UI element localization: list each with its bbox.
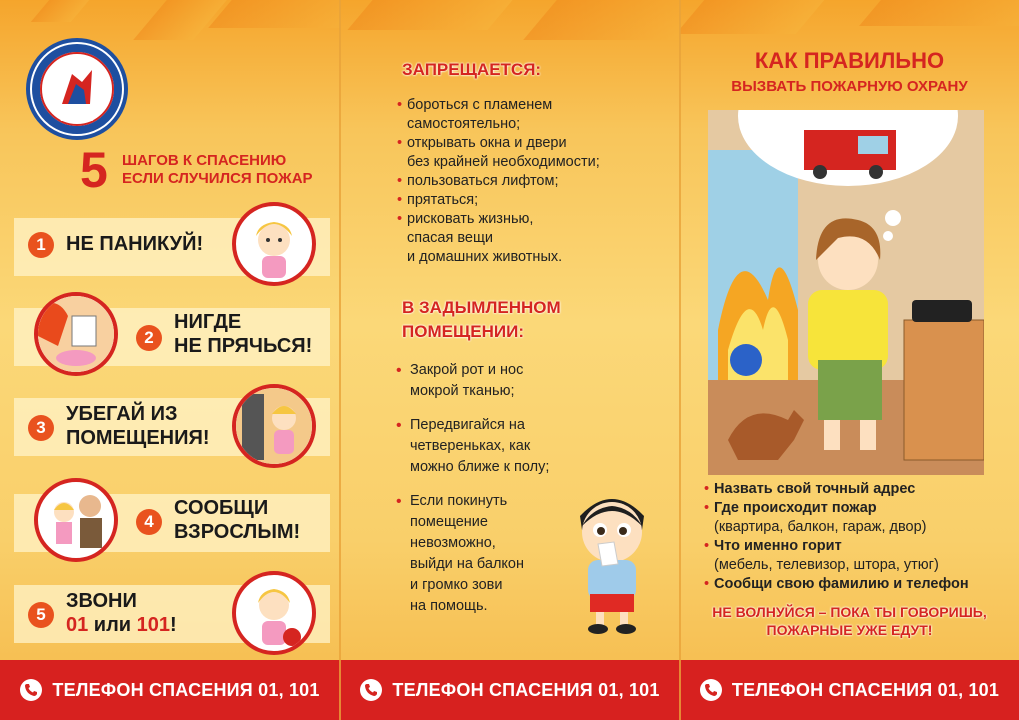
list-item-note: (мебель, телевизор, штора, утюг) (714, 557, 939, 573)
step-2-text (174, 310, 312, 358)
footer-phone-text: ТЕЛЕФОН СПАСЕНИЯ 01, 101 (52, 679, 320, 700)
girl-hiding-image (34, 292, 118, 376)
list-item-cont: спасая вещи (407, 230, 493, 246)
list-item: • Сообщи свою фамилию и телефон (704, 576, 969, 592)
step-2-number: 2 (136, 325, 162, 351)
call-title-line2: ВЫЗВАТЬ ПОЖАРНУЮ ОХРАНУ (731, 78, 968, 95)
step-4-text (174, 496, 300, 544)
footer-phone-text: ТЕЛЕФОН СПАСЕНИЯ 01, 101 (392, 679, 660, 700)
word-or: или (88, 614, 137, 636)
steps-title-line1: ШАГОВ К СПАСЕНИЮ (122, 152, 287, 169)
call-title-line1: КАК ПРАВИЛЬНО (754, 48, 945, 73)
truck-number: 01 (898, 150, 909, 160)
panel-call (680, 0, 1019, 720)
phone-icon (20, 679, 42, 701)
step-2-line1: НИГДЕ (174, 311, 242, 333)
panel-steps (0, 0, 340, 720)
list-item: • Где происходит пожар (704, 500, 877, 516)
forbidden-title: ЗАПРЕЩАЕТСЯ: (402, 60, 542, 79)
step-5-line1: ЗВОНИ (66, 590, 137, 612)
smoke-list (396, 360, 549, 630)
footer-panel-3 (680, 660, 1019, 720)
step-4-line1: СООБЩИ (174, 497, 269, 519)
list-item-note: (квартира, балкон, гараж, двор) (714, 519, 927, 535)
list-item: • Передвигайся на четвереньках, как можно ближе к полу; (396, 417, 550, 475)
list-item-cont: самостоятельно; (407, 116, 521, 132)
step-5-number: 5 (28, 602, 54, 628)
step-1-number: 1 (28, 232, 54, 258)
list-item: • рисковать жизнью, (397, 211, 534, 227)
step-4-number: 4 (136, 509, 162, 535)
smoke-title-line2: ПОМЕЩЕНИИ: (402, 322, 524, 341)
steps-title (122, 152, 313, 188)
list-item: • Если покинуть помещение невозможно, выйди на балкон и громко зови на помощь. (396, 493, 524, 614)
list-item-cont: без крайней необходимости; (407, 154, 600, 170)
number-01: 01 (66, 614, 89, 636)
step-5-text (66, 589, 177, 637)
call-instructions (704, 480, 969, 594)
footer-panel-2 (340, 660, 680, 720)
step-2-line2: НЕ ПРЯЧЬСЯ! (174, 335, 313, 357)
smoke-title-line1: В ЗАДЫМЛЕННОМ (402, 298, 561, 317)
girl-panic-image (232, 202, 316, 286)
boy-calling-image (708, 110, 984, 475)
girl-phone-image (232, 571, 316, 655)
list-item: • Что именно горит (704, 538, 842, 554)
list-item: • прятаться; (397, 192, 479, 208)
child-adult-image (34, 478, 118, 562)
list-item-cont: и домашних животных. (407, 249, 563, 265)
step-3-line1: УБЕГАЙ ИЗ (66, 403, 178, 425)
step-3-line2: ПОМЕЩЕНИЯ! (66, 427, 210, 449)
exclamation: ! (170, 614, 177, 636)
number-101: 101 (136, 614, 171, 636)
footer-phone-text: ТЕЛЕФОН СПАСЕНИЯ 01, 101 (731, 679, 1000, 700)
steps-title-line2: ЕСЛИ СЛУЧИЛСЯ ПОЖАР (122, 170, 313, 187)
list-item: • открывать окна и двери (397, 135, 567, 151)
list-item: • бороться с пламенем (397, 97, 553, 113)
step-5-line2 (66, 613, 177, 637)
fold-line-2 (679, 0, 681, 720)
list-item: • Закрой рот и нос мокрой тканью; (396, 362, 524, 399)
logo-years: 1649-2019 (60, 116, 94, 123)
warning-line2: ПОЖАРНЫЕ УЖЕ ЕДУТ! (766, 622, 933, 638)
girl-escaping-image (232, 384, 316, 468)
warning-line1: НЕ ВОЛНУЙСЯ – ПОКА ТЫ ГОВОРИШЬ, (712, 604, 987, 620)
list-item: • пользоваться лифтом; (397, 173, 559, 189)
panel-rules (340, 0, 680, 720)
phone-icon (360, 679, 382, 701)
big-five: 5 (80, 142, 108, 198)
footer-panel-1 (0, 660, 340, 720)
smoke-title (402, 296, 561, 344)
calm-warning (680, 603, 1019, 639)
forbidden-list (397, 96, 600, 267)
step-3-number: 3 (28, 415, 54, 441)
phone-icon (700, 679, 722, 701)
fire-service-logo (26, 38, 128, 140)
list-item: • Назвать свой точный адрес (704, 481, 916, 497)
step-1-text: НЕ ПАНИКУЙ! (66, 233, 204, 255)
step-3-text (66, 402, 210, 450)
step-4-line2: ВЗРОСЛЫМ! (174, 521, 301, 543)
boy-covering-mouth-image (562, 486, 662, 636)
fold-line-1 (339, 0, 341, 720)
